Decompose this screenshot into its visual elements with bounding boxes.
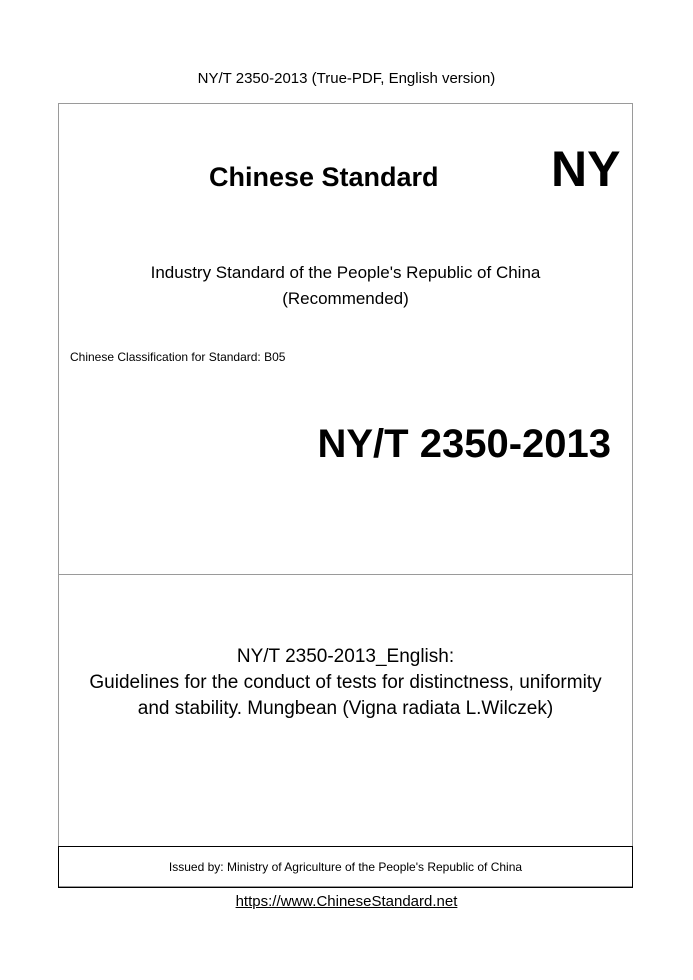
document-title-line-2: Guidelines for the conduct of tests for distinctness, uniformity bbox=[89, 672, 602, 693]
cover-title: Chinese Standard bbox=[209, 162, 439, 192]
issuer-box: Issued by: Ministry of Agriculture of the People's Republic of China bbox=[58, 846, 633, 888]
document-title-line-3: and stability. Mungbean (Vigna radiata L.Wilczek) bbox=[137, 698, 554, 719]
footer bbox=[0, 893, 693, 910]
standard-code: NY bbox=[551, 141, 621, 197]
document-title-line-1: NY/T 2350-2013_English: bbox=[236, 646, 455, 667]
website-link[interactable]: https://www.ChineseStandard.net bbox=[235, 893, 458, 910]
standard-number: NY/T 2350-2013 bbox=[317, 422, 611, 466]
page-header: NY/T 2350-2013 (True-PDF, English version) bbox=[197, 70, 496, 87]
document-title bbox=[59, 644, 632, 722]
industry-standard-text bbox=[59, 260, 632, 312]
cover-middle-section bbox=[59, 574, 632, 845]
cover-upper-section bbox=[59, 104, 632, 575]
industry-line-2: (Recommended) bbox=[282, 289, 409, 308]
classification-text: Chinese Classification for Standard: B05 bbox=[70, 350, 286, 364]
cover-frame bbox=[58, 103, 633, 887]
industry-line-1: Industry Standard of the People's Republic of China bbox=[150, 263, 541, 282]
